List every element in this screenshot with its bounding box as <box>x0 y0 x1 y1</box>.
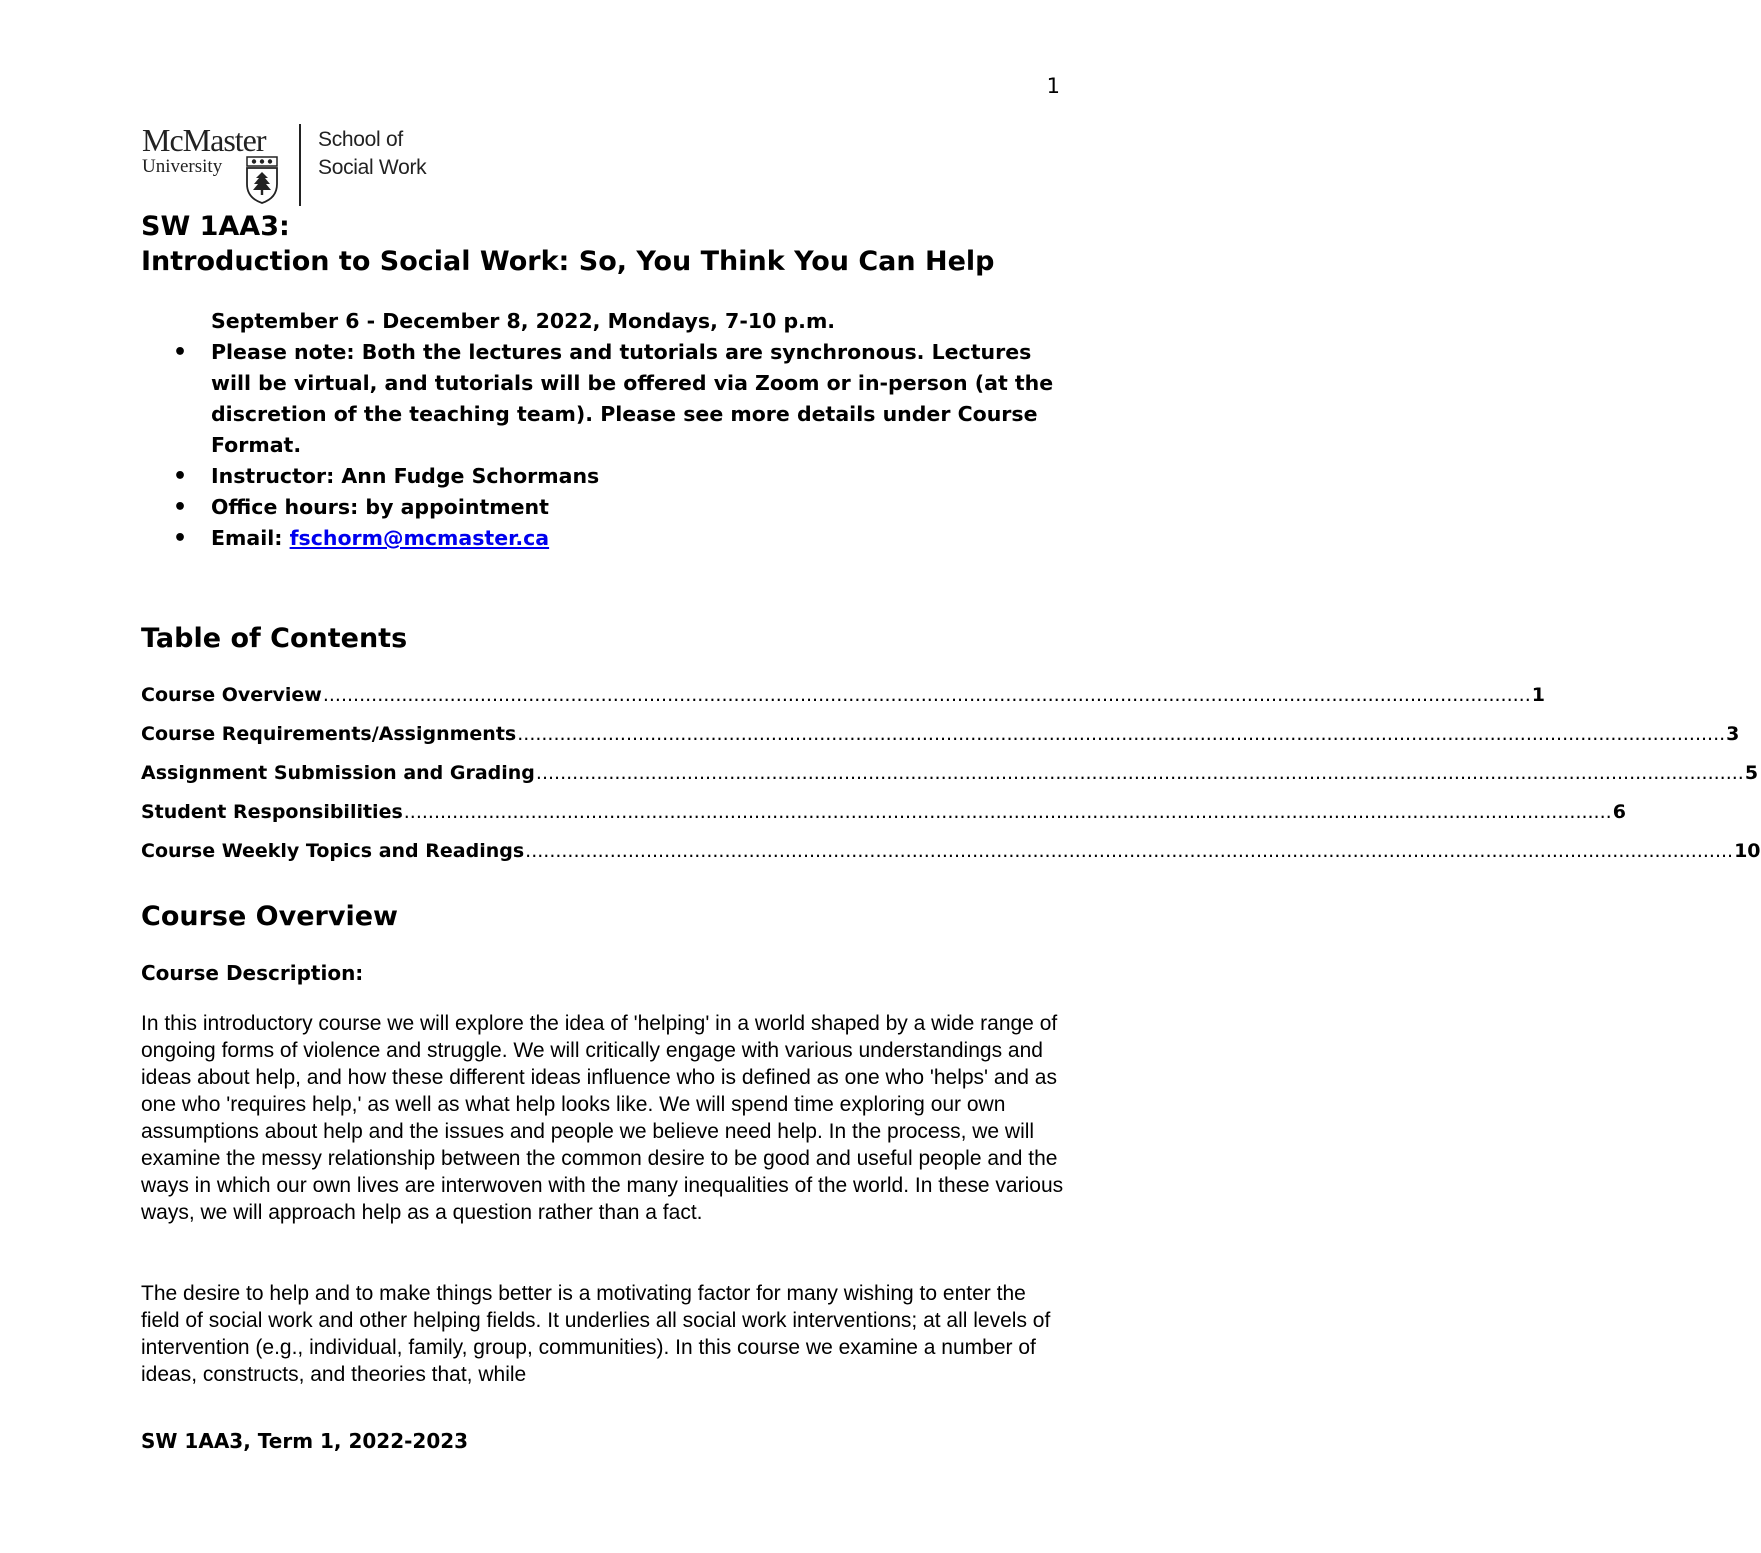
schedule-item: September 6 - December 8, 2022, Mondays, 7-10 p.m. <box>211 309 836 333</box>
email-label: Email: <box>211 526 290 550</box>
toc-leader-dots: ........................................................................................................................................................................................................ <box>403 801 1612 823</box>
course-details <box>211 306 1071 554</box>
mcmaster-school-of-social-work-logo <box>142 122 442 212</box>
course-details-list <box>211 306 1071 554</box>
logo-school-line2: Social Work <box>318 156 427 179</box>
page-footer: SW 1AA3, Term 1, 2022-2023 <box>141 1429 469 1453</box>
email-link[interactable]: fschorm@mcmaster.ca <box>289 526 550 550</box>
note-item: • Please note: Both the lectures and tutorials are synchronous. Lectures will be virtual, and tutorials will be offered via Zoom or in-person (at the discretion of the teaching team). Please see more details under Course Format. <box>211 337 1071 461</box>
toc-entry[interactable] <box>141 836 1761 875</box>
toc-entry-label: Course Overview <box>141 684 322 706</box>
description-paragraph-1: In this introductory course we will explore the idea of 'helping' in a world shaped by a wide range of ongoing forms of violence and struggle. We will critically engage with various understandings and ideas about help, and how these different ideas influence who is defined as one who 'helps' and as one who 'requires help,' as well as what help looks like. We will spend time exploring our own assumptions about help and the issues and people we believe need help. In the process, we will examine the messy relationship between the common desire to be good and useful people and the ways in which our own lives are interwoven with the many inequalities of the world. In these various ways, we will approach help as a question rather than a fact. <box>141 1012 1064 1224</box>
toc-entry-page: 3 <box>1726 723 1740 745</box>
page-number: 1 <box>1046 74 1060 98</box>
table-of-contents <box>141 680 1761 875</box>
toc-entry-label: Student Responsibilities <box>141 801 403 823</box>
logo-university-name: McMaster <box>142 122 266 158</box>
office-hours-item: • Office hours: by appointment <box>211 492 1071 523</box>
description-paragraph-2: The desire to help and to make things better is a motivating factor for many wishing to enter the field of social work and other helping fields. It underlies all social work interventions; at all levels of intervention (e.g., individual, family, group, communities). In this course we examine a number of ideas, constructs, and theories that, while <box>141 1282 1051 1386</box>
toc-entry-label: Course Weekly Topics and Readings <box>141 840 525 862</box>
toc-entry[interactable] <box>141 680 1545 719</box>
toc-leader-dots: ........................................................................................................................................................................................................ <box>535 762 1744 784</box>
crest-icon <box>244 156 280 204</box>
toc-entry-label: Assignment Submission and Grading <box>141 762 535 784</box>
toc-entry-page: 10 <box>1734 840 1761 862</box>
toc-heading: Table of Contents <box>141 623 408 654</box>
course-title: Introduction to Social Work: So, You Think You Can Help <box>141 246 995 277</box>
instructor-item: • Instructor: Ann Fudge Schormans <box>211 461 1071 492</box>
email-item <box>211 523 1071 554</box>
toc-entry-page: 5 <box>1744 762 1759 784</box>
toc-leader-dots: ........................................................................................................................................................................................................ <box>517 723 1726 745</box>
toc-leader-dots: ........................................................................................................................................................................................................ <box>525 840 1734 862</box>
toc-entry[interactable] <box>141 797 1626 836</box>
toc-leader-dots: ........................................................................................................................................................................................................ <box>322 684 1531 706</box>
logo-university-word: University <box>142 156 223 177</box>
logo-school-name <box>318 126 426 182</box>
course-overview-heading: Course Overview <box>141 901 398 932</box>
course-description-heading: Course Description: <box>141 961 364 985</box>
toc-entry[interactable] <box>141 719 1740 758</box>
toc-entry[interactable] <box>141 758 1759 797</box>
toc-entry-page: 1 <box>1531 684 1545 706</box>
logo-school-line1: School of <box>318 128 403 151</box>
course-code: SW 1AA3: <box>141 211 290 242</box>
toc-entry-label: Course Requirements/Assignments <box>141 723 517 745</box>
logo-divider <box>299 124 301 206</box>
toc-entry-page: 6 <box>1612 801 1626 823</box>
